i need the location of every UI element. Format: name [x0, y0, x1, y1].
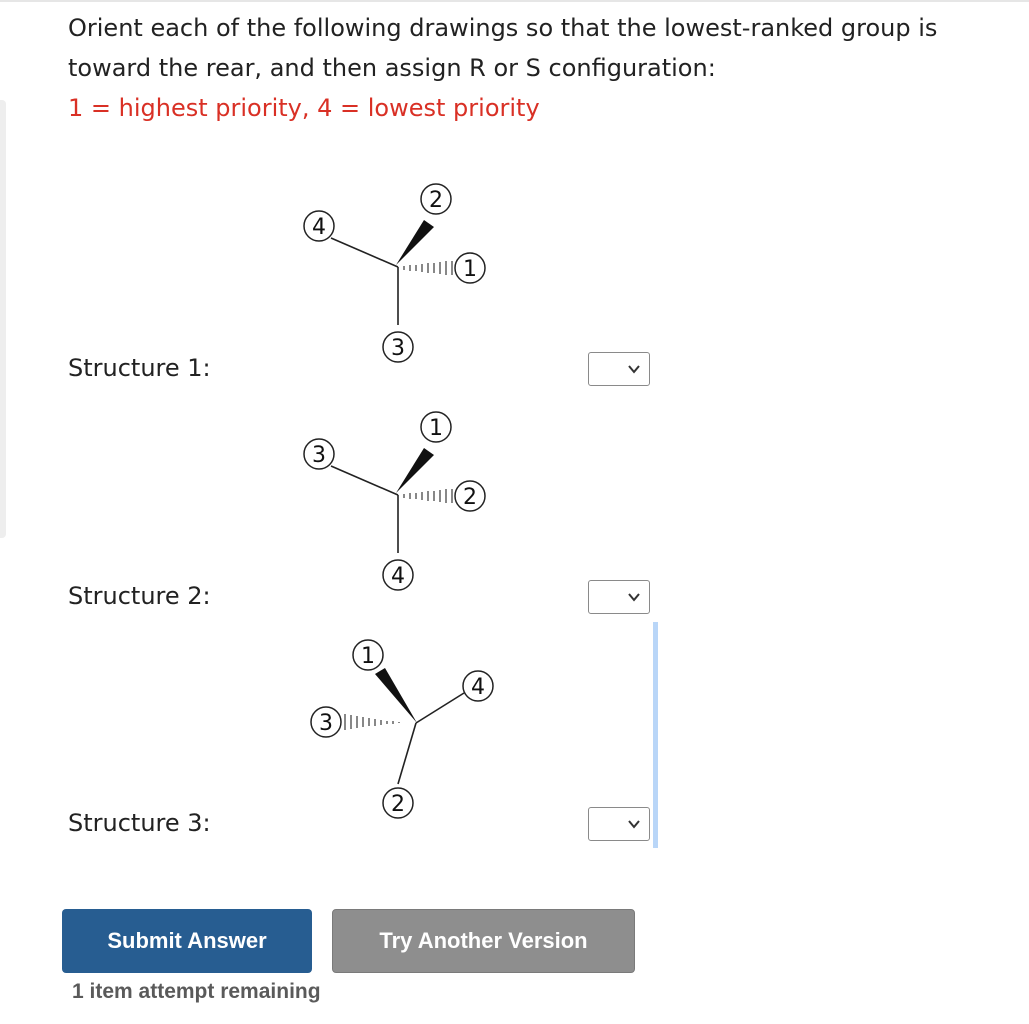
chevron-down-icon — [627, 590, 641, 604]
structure-3-label: Structure 3: — [68, 809, 211, 837]
chevron-down-icon — [627, 817, 641, 831]
top-divider — [0, 0, 1029, 2]
group-label: 2 — [391, 792, 405, 817]
structure-1-drawing — [290, 170, 530, 380]
prompt-line-1: Orient each of the following drawings so that the lowest-ranked group is — [68, 14, 938, 42]
structure-2-config-select[interactable] — [588, 580, 650, 614]
group-label: 4 — [312, 215, 326, 240]
group-label: 2 — [463, 485, 477, 510]
group-label: 1 — [463, 257, 477, 282]
group-label: 4 — [391, 564, 405, 589]
structure-3-drawing — [290, 626, 530, 836]
attempts-remaining-text: 1 item attempt remaining — [72, 980, 321, 1003]
group-label: 3 — [319, 711, 333, 736]
structure-2-label: Structure 2: — [68, 582, 211, 610]
group-label: 3 — [391, 336, 405, 361]
group-label: 1 — [429, 416, 443, 441]
structure-2-drawing — [290, 398, 530, 608]
submit-answer-button[interactable]: Submit Answer — [62, 909, 312, 973]
left-rail — [0, 100, 6, 538]
group-label: 3 — [312, 443, 326, 468]
priority-note: 1 = highest priority, 4 = lowest priority — [68, 94, 540, 122]
prompt-line-2: toward the rear, and then assign R or S configuration: — [68, 54, 716, 82]
structure-1-config-select[interactable] — [588, 352, 650, 386]
structure-1-label: Structure 1: — [68, 354, 211, 382]
try-another-version-button[interactable]: Try Another Version — [332, 909, 635, 973]
group-label: 1 — [361, 644, 375, 669]
structure-3-config-select[interactable] — [588, 807, 650, 841]
group-label: 2 — [429, 188, 443, 213]
focus-indicator-bar — [653, 622, 658, 848]
question-prompt — [68, 8, 968, 128]
group-label: 4 — [471, 675, 485, 700]
chevron-down-icon — [627, 362, 641, 376]
